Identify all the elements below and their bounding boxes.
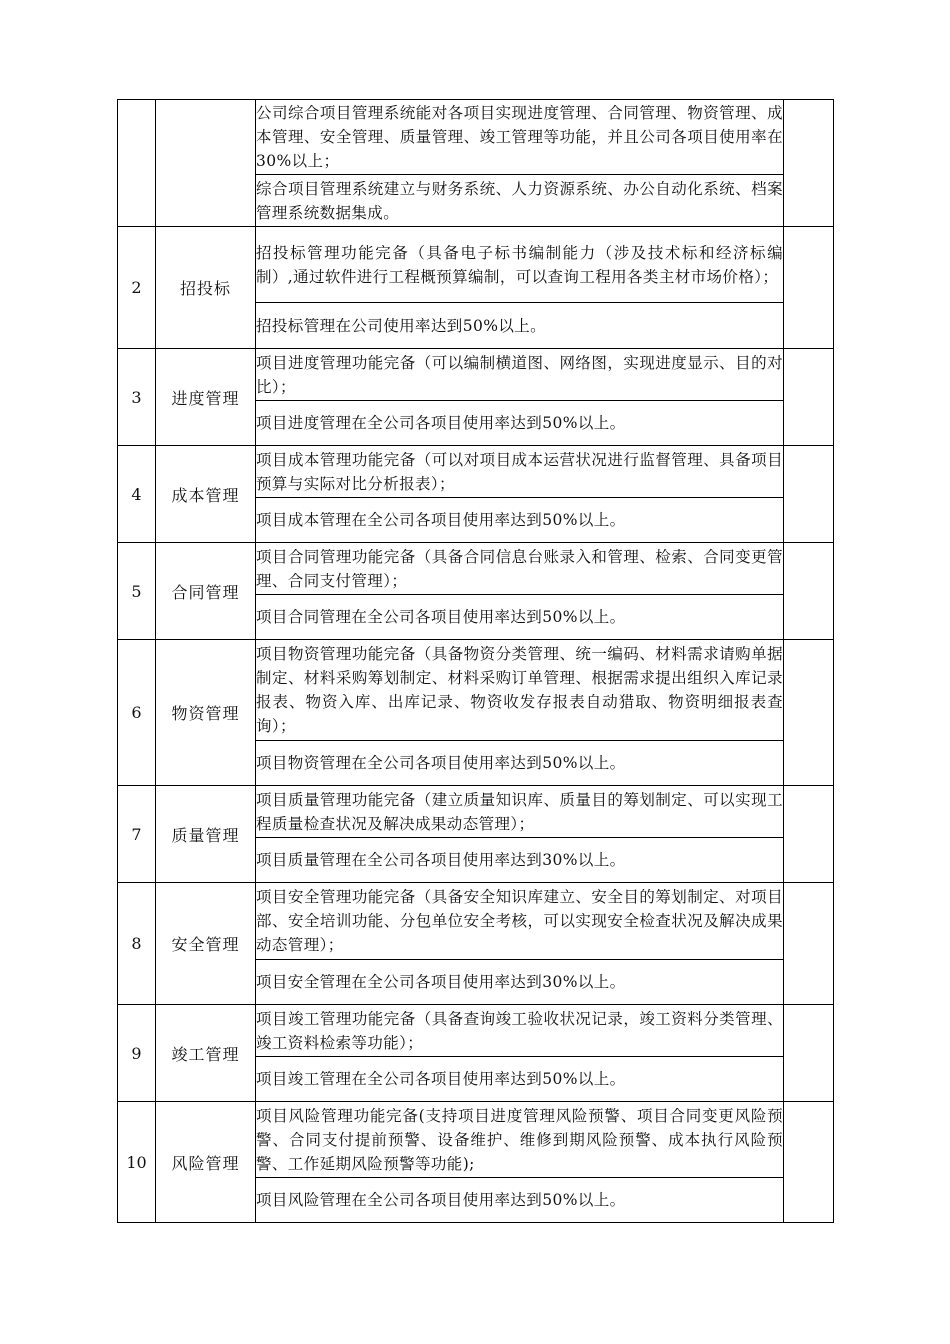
- row-number: 6: [118, 640, 156, 786]
- row-item-usage: 项目进度管理在全公司各项目使用率达到50%以上。: [256, 401, 784, 446]
- row-score-cell: [784, 1005, 834, 1102]
- row-category: 招投标: [156, 227, 256, 349]
- row-number: 7: [118, 786, 156, 883]
- row-number: 4: [118, 446, 156, 543]
- row-item-usage: 综合项目管理系统建立与财务系统、人力资源系统、办公自动化系统、档案管理系统数据集成。: [256, 175, 784, 227]
- row-category: 风险管理: [156, 1102, 256, 1223]
- row-item-usage: 项目风险管理在全公司各项目使用率达到50%以上。: [256, 1178, 784, 1223]
- table-row: [118, 786, 834, 838]
- row-item-usage: 项目合同管理在全公司各项目使用率达到50%以上。: [256, 595, 784, 640]
- row-score-cell: [784, 349, 834, 446]
- row-number: 5: [118, 543, 156, 640]
- table-row: [118, 883, 834, 960]
- row-item-function: 项目进度管理功能完备（可以编制横道图、网络图，实现进度显示、目的对比）；: [256, 349, 784, 401]
- row-number: 8: [118, 883, 156, 1005]
- row-item-function: 项目合同管理功能完备（具备合同信息台账录入和管理、检索、合同变更管理、合同支付管理）；: [256, 543, 784, 595]
- row-item-usage: 项目成本管理在全公司各项目使用率达到50%以上。: [256, 498, 784, 543]
- row-item-function: 项目质量管理功能完备（建立质量知识库、质量目的筹划制定、可以实现工程质量检查状况及解决成果动态管理）；: [256, 786, 784, 838]
- row-category: 质量管理: [156, 786, 256, 883]
- table-row: [118, 227, 834, 303]
- row-item-usage: 项目安全管理在全公司各项目使用率达到30%以上。: [256, 960, 784, 1005]
- row-score-cell: [784, 100, 834, 227]
- row-score-cell: [784, 1102, 834, 1223]
- row-score-cell: [784, 640, 834, 786]
- row-number: 3: [118, 349, 156, 446]
- row-item-usage: 招投标管理在公司使用率达到50%以上。: [256, 303, 784, 349]
- row-item-function: 招投标管理功能完备（具备电子标书编制能力（涉及技术标和经济标编制）,通过软件进行工程概预算编制，可以查询工程用各类主材市场价格）；: [256, 227, 784, 303]
- row-item-function: 项目竣工管理功能完备（具备查询竣工验收状况记录，竣工资料分类管理、竣工资料检索等功能）；: [256, 1005, 784, 1057]
- row-item-function: 项目物资管理功能完备（具备物资分类管理、统一编码、材料需求请购单据制定、材料采购筹划制定、材料采购订单管理、根据需求提出组织入库记录报表、物资入库、出库记录、物资收发存报表自动猎取、物资明细报表查询）；: [256, 640, 784, 741]
- row-number: 2: [118, 227, 156, 349]
- row-score-cell: [784, 543, 834, 640]
- requirements-table: [117, 99, 834, 1223]
- table-row: [118, 446, 834, 498]
- requirements-table-body: [118, 100, 834, 1223]
- table-row: [118, 1005, 834, 1057]
- row-score-cell: [784, 446, 834, 543]
- row-category: [156, 100, 256, 227]
- row-category: 合同管理: [156, 543, 256, 640]
- row-item-function: 项目风险管理功能完备(支持项目进度管理风险预警、项目合同变更风险预警、合同支付提前预警、设备维护、维修到期风险预警、成本执行风险预警、工作延期风险预警等功能);: [256, 1102, 784, 1178]
- row-category: 安全管理: [156, 883, 256, 1005]
- row-category: 物资管理: [156, 640, 256, 786]
- table-row: [118, 349, 834, 401]
- row-item-usage: 项目物资管理在全公司各项目使用率达到50%以上。: [256, 741, 784, 786]
- row-score-cell: [784, 227, 834, 349]
- row-score-cell: [784, 786, 834, 883]
- row-item-usage: 项目质量管理在全公司各项目使用率达到30%以上。: [256, 838, 784, 883]
- row-number: 10: [118, 1102, 156, 1223]
- row-item-function: 公司综合项目管理系统能对各项目实现进度管理、合同管理、物资管理、成本管理、安全管理、质量管理、竣工管理等功能，并且公司各项目使用率在30%以上；: [256, 100, 784, 175]
- table-row: [118, 640, 834, 741]
- row-score-cell: [784, 883, 834, 1005]
- row-number: [118, 100, 156, 227]
- row-item-function: 项目安全管理功能完备（具备安全知识库建立、安全目的筹划制定、对项目部、安全培训功能、分包单位安全考核，可以实现安全检查状况及解决成果动态管理）；: [256, 883, 784, 960]
- row-item-function: 项目成本管理功能完备（可以对项目成本运营状况进行监督管理、具备项目预算与实际对比分析报表）；: [256, 446, 784, 498]
- row-item-usage: 项目竣工管理在全公司各项目使用率达到50%以上。: [256, 1057, 784, 1102]
- table-row: [118, 543, 834, 595]
- table-row: [118, 100, 834, 175]
- table-row: [118, 1102, 834, 1178]
- row-number: 9: [118, 1005, 156, 1102]
- row-category: 成本管理: [156, 446, 256, 543]
- row-category: 进度管理: [156, 349, 256, 446]
- row-category: 竣工管理: [156, 1005, 256, 1102]
